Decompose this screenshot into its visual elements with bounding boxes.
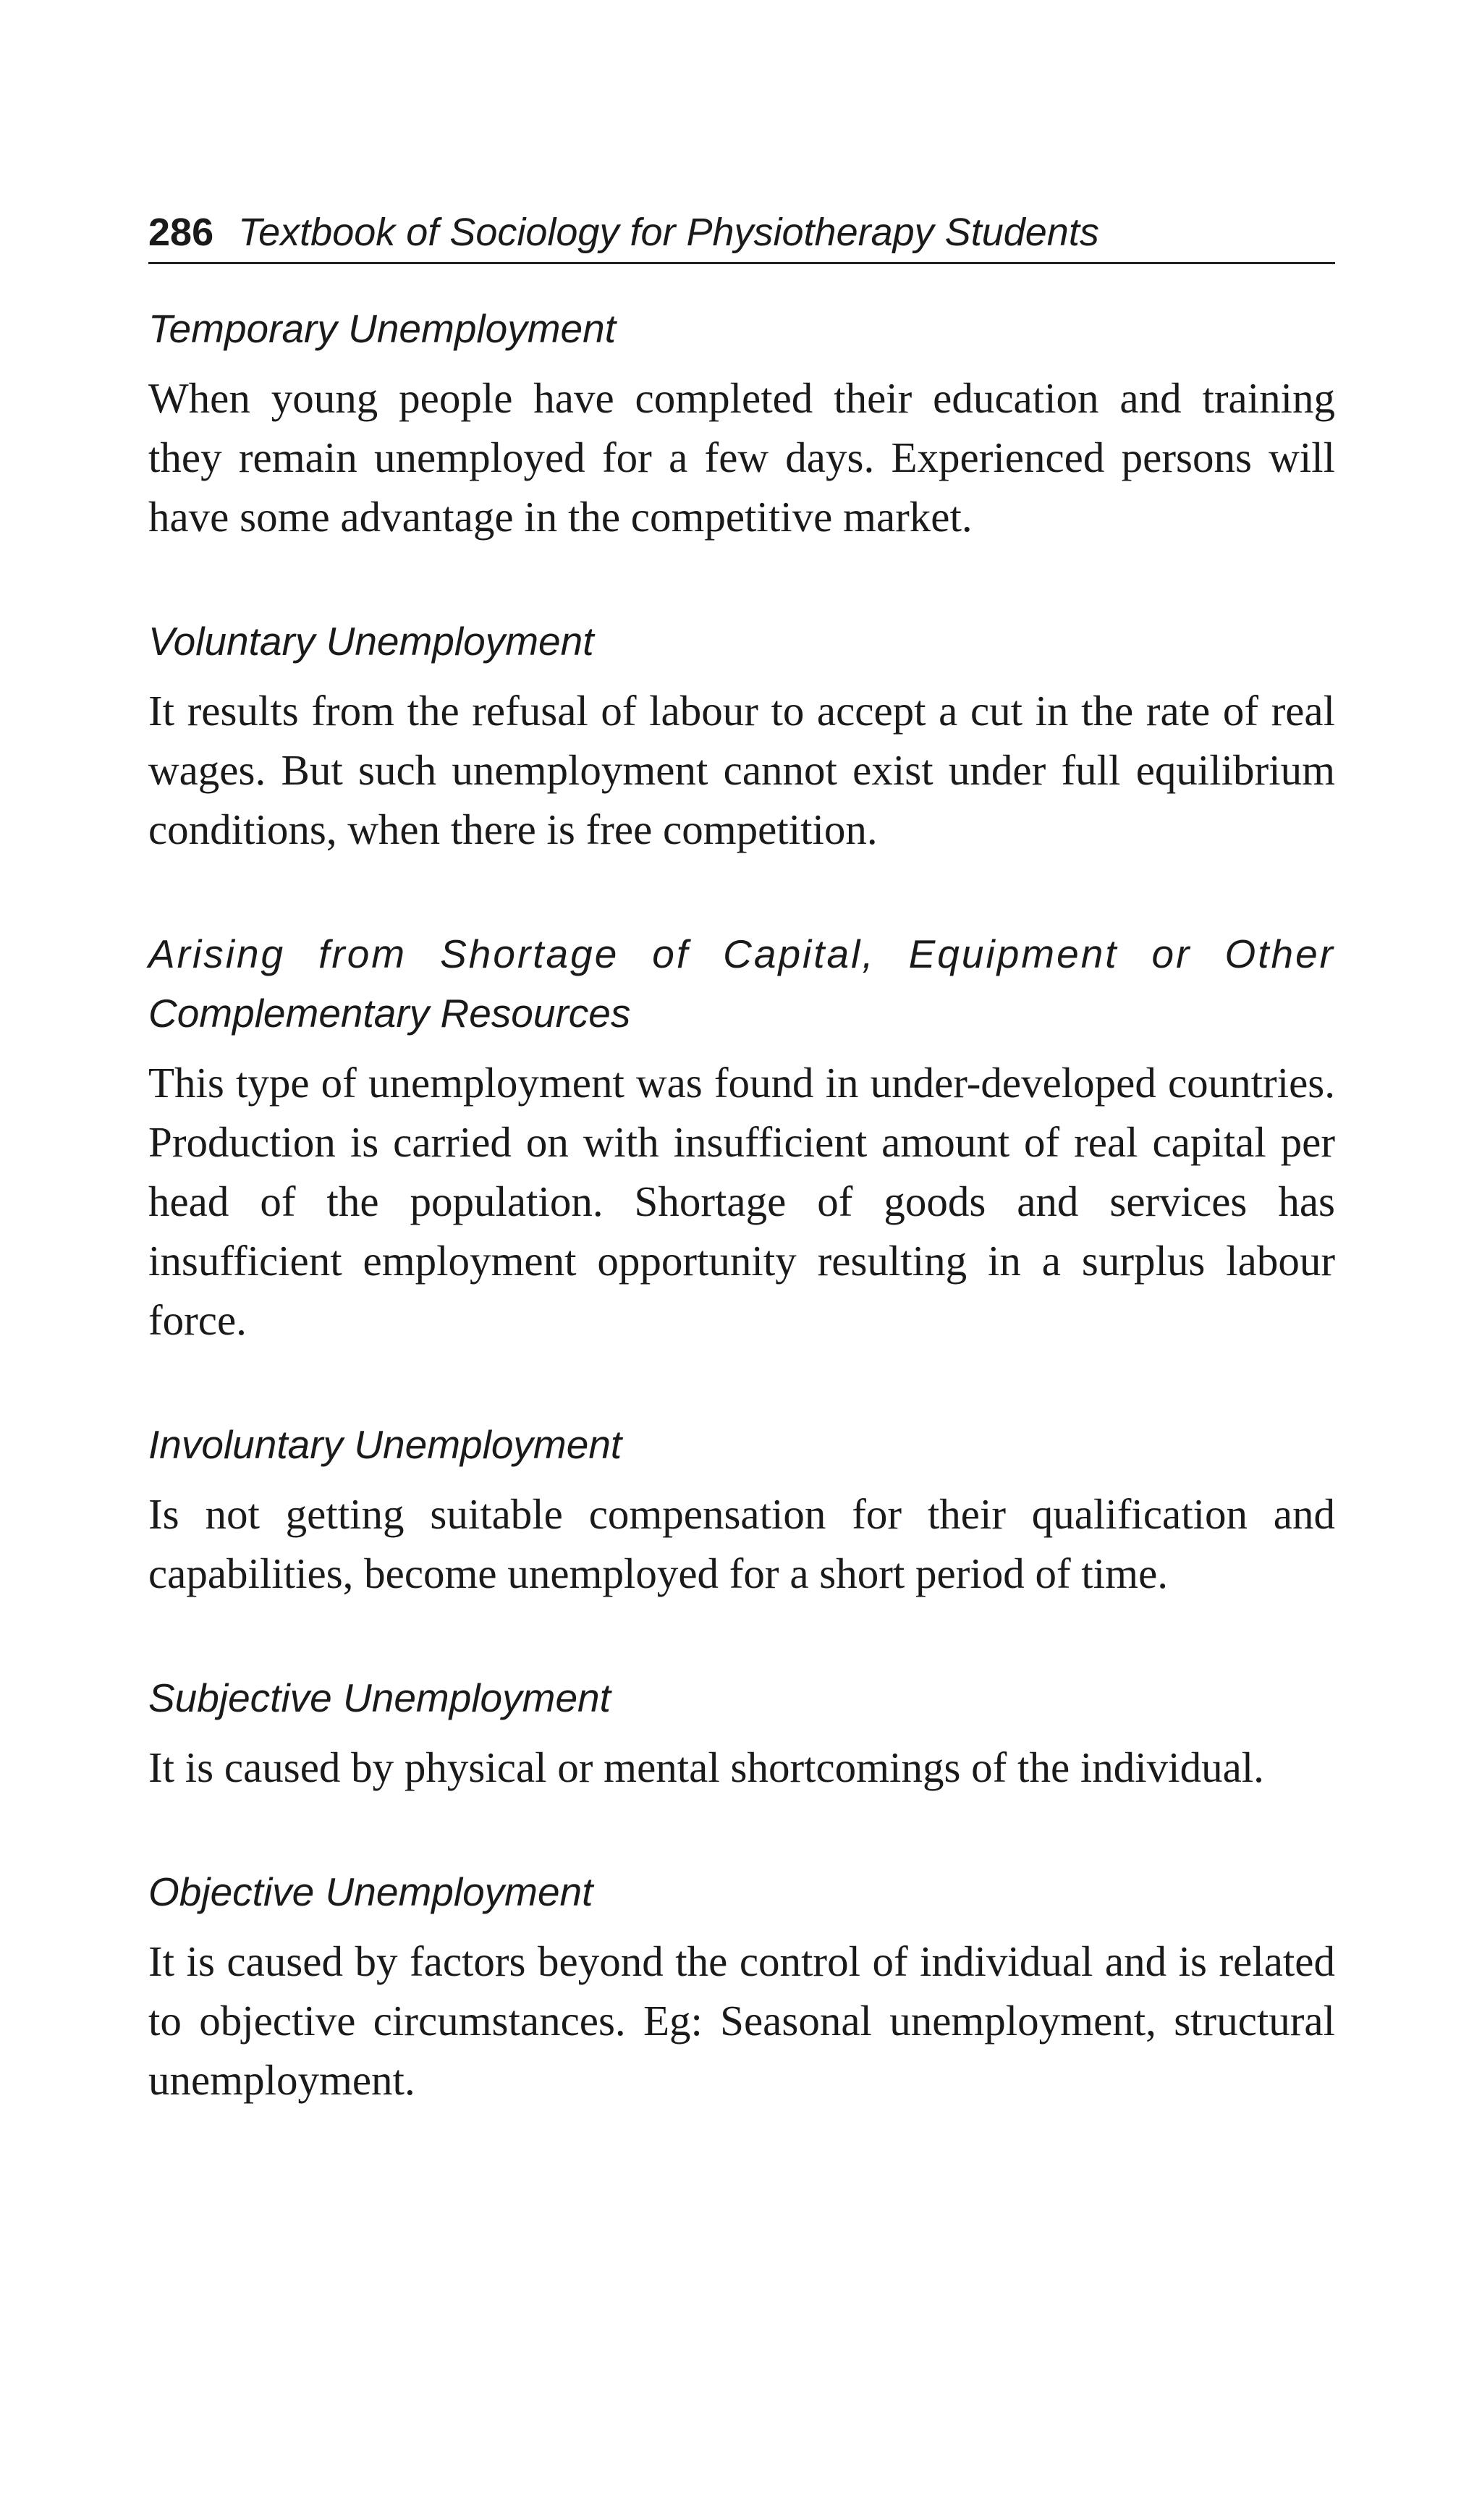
section-heading-line-2: Complementary Resources xyxy=(148,991,631,1036)
section-temporary-unemployment xyxy=(148,299,1335,546)
section-paragraph: It is caused by physical or mental shortcomings of the individual. xyxy=(148,1743,1264,1791)
section-paragraph: It results from the refusal of labour to accept a cut in the rate of real wages. But such unemployment cannot exist under full equilibrium conditions, when there is free competition. xyxy=(148,687,1335,853)
section-heading: Subjective Unemployment xyxy=(148,1675,611,1720)
section-objective-unemployment xyxy=(148,1862,1335,2110)
section-heading-line-1: Arising from Shortage of Capital, Equipment or Other xyxy=(148,931,1335,976)
section-subjective-unemployment xyxy=(148,1668,1335,1797)
section-voluntary-unemployment xyxy=(148,612,1335,859)
section-paragraph: It is caused by factors beyond the control of individual and is related to objective circumstances. Eg: Seasonal unemployment, structural unemployment. xyxy=(148,1937,1335,2104)
section-paragraph: This type of unemployment was found in under-developed countries. Production is carried on with insufficient amount of real capital per head of the population. Shortage of goods and services has insufficient employment opportunity resulting in a surplus labour force. xyxy=(148,1059,1335,1344)
section-heading: Objective Unemployment xyxy=(148,1869,593,1914)
section-heading xyxy=(148,924,1335,1043)
section-shortage-of-capital xyxy=(148,924,1335,1350)
section-heading: Temporary Unemployment xyxy=(148,306,617,351)
book-page xyxy=(148,210,1335,2110)
section-paragraph: Is not getting suitable compensation for their qualification and capabilities, become unemployed for a short period of time. xyxy=(148,1490,1335,1597)
page-number: 286 xyxy=(148,211,214,254)
section-paragraph: When young people have completed their education and training they remain unemployed for a few days. Experienced persons will have some advantage in the competitive market. xyxy=(148,374,1335,541)
book-title: Textbook of Sociology for Physiotherapy Students xyxy=(238,211,1099,254)
section-heading: Involuntary Unemployment xyxy=(148,1422,622,1467)
running-header xyxy=(148,210,1335,264)
section-heading: Voluntary Unemployment xyxy=(148,619,594,664)
section-involuntary-unemployment xyxy=(148,1415,1335,1603)
